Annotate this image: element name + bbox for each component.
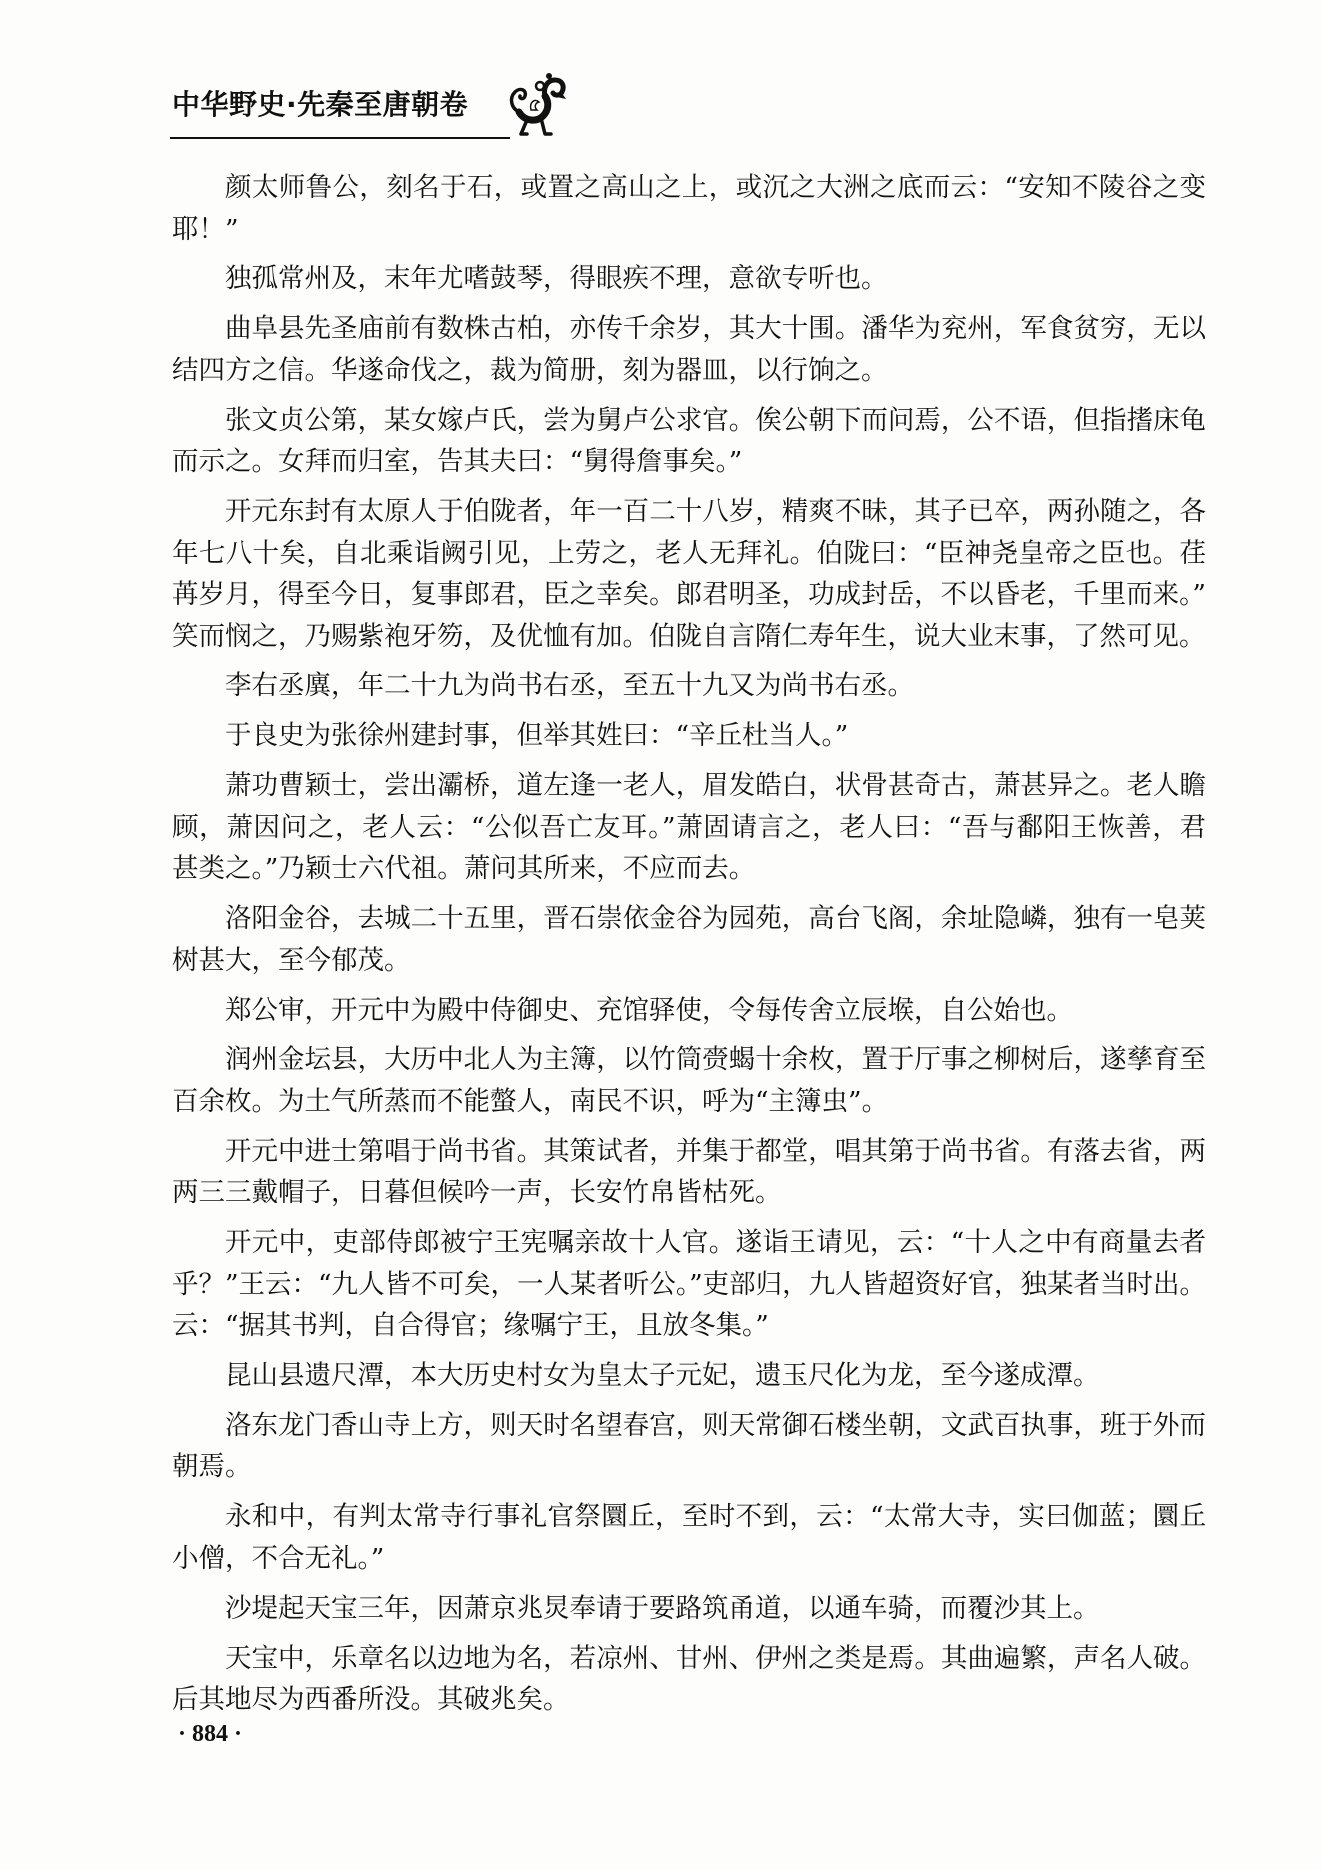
text-line-content: 结四方之信。华遂命伐之，裁为简册，刻为器皿，以行饷之。 [172,354,888,386]
text-line-content: 洛阳金谷，去城二十五里，晋石崇依金谷为园苑，高台飞阁，余址隐嶙，独有一皂荚 [225,903,1207,935]
text-line-content: 开元中进士第唱于尚书省。其策试者，并集于都堂，唱其第于尚书省。有落去省，两 [225,1135,1207,1167]
text-line [172,807,1206,849]
text-line [172,1172,1206,1214]
paragraph [172,990,1206,1032]
text-line [172,1131,1206,1173]
text-line-content: 颜太师鲁公，刻名于石，或置之高山之上，或沉之大洲之底而云：“安知不陵谷之变 [225,172,1207,203]
text-line [172,491,1206,533]
paragraph [172,765,1206,890]
paragraph [172,898,1206,981]
paragraph [172,1039,1206,1122]
text-line [172,1355,1206,1397]
text-line-content: 于良史为张徐州建封事，但举其姓曰：“辛丘杜当人。” [225,720,849,752]
text-line [172,940,1206,982]
text-line-content: 甚类之。”乃颖士六代祖。萧问其所来，不应而去。 [172,853,756,885]
paragraph [172,1496,1206,1579]
text-line-content: 耶！” [172,213,239,245]
text-line-content: 润州金坛县，大历中北人为主簿，以竹筒赍蝎十余枚，置于厅事之柳树后，遂孳育至 [225,1044,1207,1076]
text-line-content: 苒岁月，得至今日，复事郎君，臣之幸矣。郎君明圣，功成封岳，不以昏老，千里而来。” [172,579,1206,611]
paragraph [172,308,1206,391]
text-line [172,1264,1206,1306]
paragraph [172,167,1206,250]
page-number: · 884 · [178,1721,243,1747]
text-line-content: 独孤常州及，末年尤嗜鼓琴，得眼疾不理，意欲专听也。 [225,263,888,295]
text-line [172,533,1206,575]
text-line-content: 曲阜县先圣庙前有数株古柏，亦传千余岁，其大十围。潘华为兖州，军食贫穷，无以 [225,313,1207,345]
paragraph [172,1222,1206,1347]
text-line-content: 朝焉。 [172,1451,252,1483]
text-line-content: 永和中，有判太常寺行事礼官祭圜丘，至时不到，云：“太常大寺，实曰伽蓝；圜丘 [225,1501,1207,1533]
text-line-content: 顾，萧因问之，老人云：“公似吾亡友耳。”萧固请言之，老人曰：“吾与鄱阳王恢善，君 [172,811,1207,843]
paragraph [172,1131,1206,1214]
text-line [172,1679,1206,1721]
header-rule [170,137,510,139]
text-line-content: 张文贞公第，某女嫁卢氏，尝为舅卢公求官。俟公朝下而问焉，公不语，但指搘床龟 [225,404,1207,436]
text-line [172,765,1206,807]
text-line [172,1538,1206,1580]
text-line [172,350,1206,392]
text-line-content: 开元东封有太原人于伯陇者，年一百二十八岁，精爽不昧，其子已卒，两孙随之，各 [225,496,1207,528]
text-line [172,848,1206,890]
text-line [172,1305,1206,1347]
paragraph [172,258,1206,300]
text-line [172,1222,1206,1264]
paragraph [172,1405,1206,1488]
text-line-content: 开元中，吏部侍郎被宁王宪嘱亲故十人官。遂诣王请见，云：“十人之中有商量去者 [225,1227,1207,1259]
paragraph [172,1355,1206,1397]
text-line-content: 云：“据其书判，自合得官；缘嘱宁王，且放冬集。” [172,1310,769,1342]
text-line [172,990,1206,1032]
text-line-content: 萧功曹颖士，尝出灞桥，道左逢一老人，眉发皓白，状骨甚奇古，萧甚异之。老人瞻 [225,770,1207,802]
text-line-content: 洛东龙门香山寺上方，则天时名望春宫，则天常御石楼坐朝，文武百执事，班于外而 [225,1409,1207,1441]
text-line [172,167,1206,209]
paragraph [172,665,1206,707]
dragon-emblem-icon [505,72,567,138]
text-line-content: 年七八十矣，自北乘诣阙引见，上劳之，老人无拜礼。伯陇曰：“臣神尧皇帝之臣也。荏 [172,537,1207,569]
body-text [172,167,1206,1721]
text-line [172,616,1206,658]
text-line [172,441,1206,483]
text-line-content: 乎？”王云：“九人皆不可矣，一人某者听公。”吏部归，九人皆超资好官，独某者当时出。 [172,1268,1206,1300]
text-line [172,1638,1206,1680]
text-line-content: 后其地尽为西番所没。其破兆矣。 [172,1684,570,1716]
text-line [172,715,1206,757]
paragraph [172,1638,1206,1721]
text-line [172,1588,1206,1630]
text-line-content: 郑公审，开元中为殿中侍御史、充馆驿使，令每传舍立辰堠，自公始也。 [225,994,1073,1026]
running-header-title: 中华野史·先秦至唐朝卷 [172,88,469,121]
paragraph [172,1588,1206,1630]
paragraph [172,715,1206,757]
paragraph [172,400,1206,483]
text-line-content: 两三三戴帽子，日暮但候吟一声，长安竹帛皆枯死。 [172,1177,782,1209]
paragraph [172,491,1206,657]
text-line [172,1039,1206,1081]
text-line-content: 笑而悯之，乃赐紫袍牙笏，及优恤有加。伯陇自言隋仁寿年生，说大业末事，了然可见。 [172,620,1206,652]
text-line-content: 沙堤起天宝三年，因萧京兆炅奉请于要路筑甬道，以通车骑，而覆沙其上。 [225,1592,1100,1624]
text-line-content: 小僧，不合无礼。” [172,1542,385,1574]
text-line [172,665,1206,707]
text-line [172,898,1206,940]
text-line [172,1081,1206,1123]
text-line [172,1405,1206,1447]
text-line [172,1446,1206,1488]
text-line [172,258,1206,300]
text-line [172,209,1206,251]
text-line-content: 李右丞廙，年二十九为尚书右丞，至五十九又为尚书右丞。 [225,670,914,702]
text-line-content: 昆山县遗尺潭，本大历史村女为皇太子元妃，遗玉尺化为龙，至今遂成潭。 [225,1360,1100,1392]
text-line [172,400,1206,442]
text-line-content: 树甚大，至今郁茂。 [172,944,411,976]
text-line [172,308,1206,350]
text-line-content: 百余枚。为土气所蒸而不能螫人，南民不识，呼为“主簿虫”。 [172,1085,889,1117]
text-line-content: 天宝中，乐章名以边地为名，若凉州、甘州、伊州之类是焉。其曲遍繁，声名人破。 [225,1642,1207,1674]
text-line-content: 而示之。女拜而归室，告其夫曰：“舅得詹事矣。” [172,446,743,478]
text-line [172,1496,1206,1538]
text-line [172,574,1206,616]
